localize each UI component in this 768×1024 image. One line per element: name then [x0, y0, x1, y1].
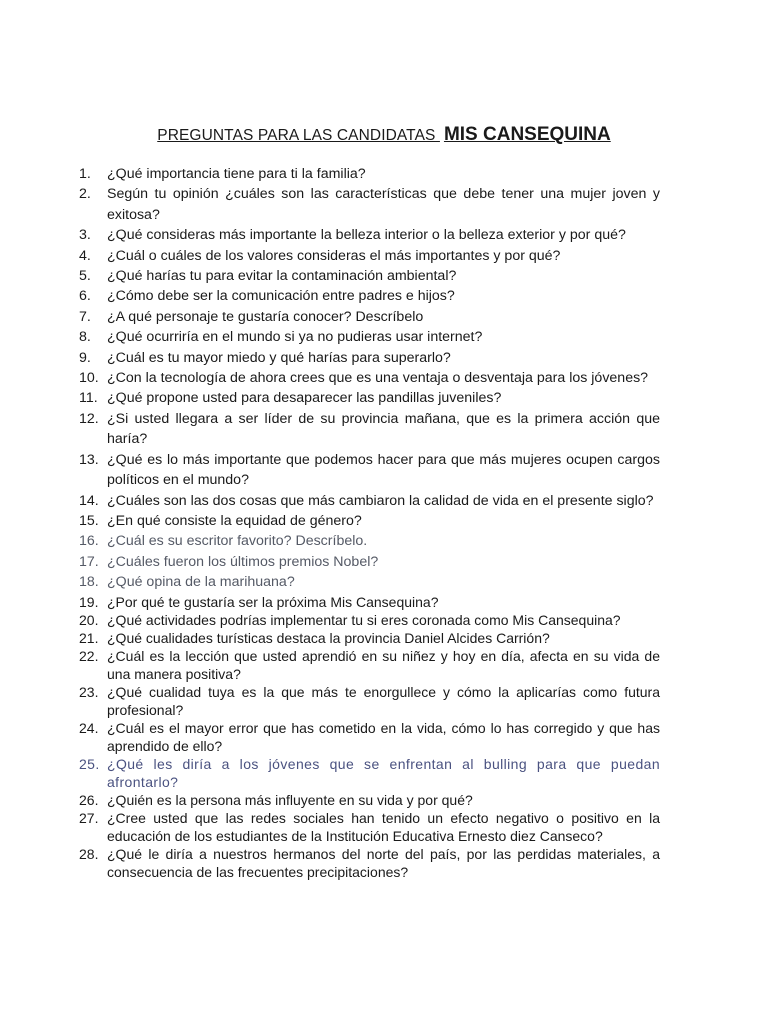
document-title — [0, 124, 768, 146]
question-text: ¿Cuáles son las dos cosas que más cambiaron la calidad de vida en el presente siglo? — [107, 492, 654, 509]
question-text: ¿Cuál es el mayor error que has cometido en la vida, cómo lo has corregido y que has aprendido de ello? — [107, 719, 660, 754]
question-number: 11. — [79, 390, 98, 407]
question-text: ¿Qué harías tu para evitar la contaminación ambiental? — [107, 268, 457, 285]
question-number: 5. — [79, 268, 91, 285]
question-text: ¿Cree usted que las redes sociales han tenido un efecto negativo o positivo en la educación de los estudiantes de la Institución Educativa Ernesto diez Canseco? — [107, 809, 660, 844]
title-name: MIS CANSEQUINA — [443, 124, 611, 145]
question-text: ¿Cuáles fueron los últimos premios Nobel? — [107, 553, 379, 570]
question-text: ¿Si usted llegara a ser líder de su provincia mañana, que es la primera acción que haría? — [107, 410, 660, 448]
question-item — [0, 572, 660, 592]
question-item — [0, 307, 660, 327]
question-number: 8. — [79, 329, 91, 346]
question-item — [0, 755, 660, 791]
question-item — [0, 491, 660, 511]
questions-list — [0, 164, 768, 881]
question-number: 3. — [79, 227, 91, 244]
question-number: 7. — [79, 308, 91, 325]
question-number: 6. — [79, 288, 91, 305]
question-item — [0, 845, 660, 881]
question-number: 2. — [79, 186, 91, 203]
question-text: ¿Qué le diría a nuestros hermanos del norte del país, por las perdidas materiales, a consecuencia de las frecuentes precipitaciones? — [107, 845, 660, 880]
question-number: 28. — [79, 845, 99, 862]
question-text: ¿A qué personaje te gustaría conocer? Descríbelo — [107, 308, 424, 325]
question-number: 14. — [79, 492, 99, 509]
question-number: 25. — [79, 755, 100, 772]
question-item — [0, 246, 660, 266]
question-number: 19. — [79, 593, 99, 610]
question-item — [0, 348, 660, 368]
question-item — [0, 225, 660, 245]
question-number: 20. — [79, 611, 99, 628]
question-item — [0, 266, 660, 286]
question-number: 9. — [79, 349, 91, 366]
question-item — [0, 164, 660, 184]
question-item — [0, 286, 660, 306]
question-text: ¿En qué consiste la equidad de género? — [107, 512, 362, 529]
question-number: 26. — [79, 791, 99, 808]
question-number: 17. — [79, 553, 99, 570]
question-text: ¿Cuál es la lección que usted aprendió en su niñez y hoy en día, afecta en su vida de una manera positiva? — [107, 647, 660, 682]
question-number: 12. — [79, 410, 99, 427]
question-item — [0, 683, 660, 719]
question-text: ¿Por qué te gustaría ser la próxima Mis Cansequina? — [107, 593, 439, 610]
question-text: ¿Qué les diría a los jóvenes que se enfrentan al bulling para que puedan afrontarlo? — [107, 755, 660, 790]
question-number: 27. — [79, 809, 99, 826]
question-text: ¿Quién es la persona más influyente en su vida y por qué? — [107, 791, 473, 808]
question-text: ¿Qué ocurriría en el mundo si ya no pudieras usar internet? — [107, 329, 483, 346]
question-text: ¿Qué propone usted para desaparecer las pandillas juveniles? — [107, 390, 502, 407]
question-item — [0, 511, 660, 531]
question-text: ¿Cuál o cuáles de los valores consideras el más importantes y por qué? — [107, 247, 561, 264]
question-item — [0, 409, 660, 450]
question-text: ¿Cómo debe ser la comunicación entre padres e hijos? — [107, 288, 455, 305]
question-number: 13. — [79, 451, 99, 468]
question-number: 23. — [79, 683, 99, 700]
question-text: ¿Con la tecnología de ahora crees que es una ventaja o desventaja para los jóvenes? — [107, 370, 649, 387]
question-number: 1. — [79, 166, 91, 182]
question-item — [0, 531, 660, 551]
question-item — [0, 611, 660, 629]
question-number: 22. — [79, 647, 99, 664]
question-item — [0, 368, 660, 388]
question-item — [0, 719, 660, 755]
question-text: ¿Qué cualidad tuya es la que más te enorgullece y cómo la aplicarías como futura profesional? — [107, 683, 660, 718]
title-prefix: PREGUNTAS PARA LAS CANDIDATAS — [157, 127, 436, 144]
question-text: ¿Qué consideras más importante la belleza interior o la belleza exterior y por qué? — [107, 227, 626, 244]
question-text: ¿Qué opina de la marihuana? — [107, 574, 295, 591]
question-text: ¿Qué actividades podrías implementar tu si eres coronada como Mis Cansequina? — [107, 611, 621, 628]
question-text: Según tu opinión ¿cuáles son las características que debe tener una mujer joven y exitosa? — [107, 186, 660, 223]
question-item — [0, 593, 660, 611]
question-item — [0, 809, 660, 845]
question-text: ¿Qué es lo más importante que podemos hacer para que más mujeres ocupen cargos políticos en el mundo? — [107, 451, 660, 489]
question-number: 15. — [79, 512, 99, 529]
question-item — [0, 450, 660, 491]
question-text: ¿Cuál es su escritor favorito? Descríbelo. — [107, 533, 368, 550]
question-number: 10. — [79, 370, 99, 387]
question-text: ¿Qué cualidades turísticas destaca la provincia Daniel Alcides Carrión? — [107, 629, 550, 646]
question-item — [0, 552, 660, 572]
question-number: 16. — [79, 533, 99, 550]
question-number: 18. — [79, 574, 99, 591]
question-number: 24. — [79, 719, 99, 736]
question-text: ¿Cuál es tu mayor miedo y qué harías para superarlo? — [107, 349, 451, 366]
question-number: 4. — [79, 247, 91, 264]
question-item — [0, 647, 660, 683]
question-item — [0, 629, 660, 647]
question-number: 21. — [79, 629, 99, 646]
question-item — [0, 327, 660, 347]
question-item — [0, 791, 660, 809]
question-item — [0, 184, 660, 225]
question-text: ¿Qué importancia tiene para ti la familia? — [107, 166, 366, 182]
question-item — [0, 388, 660, 408]
